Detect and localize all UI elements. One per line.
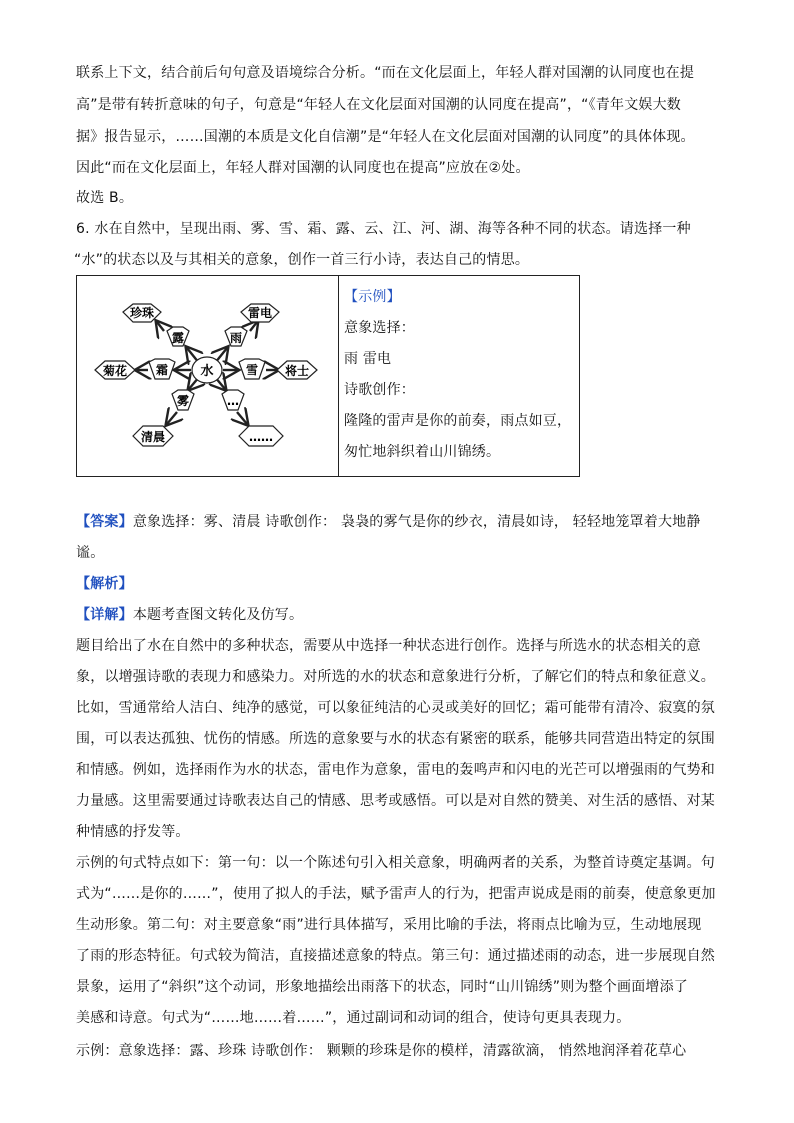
example-poem-line-1: 隆隆的雷声是你的前奏，雨点如豆， (344, 413, 572, 429)
detail-line: 围，可以表达孤独、忧伤的情感。所选的意象要与水的状态有紧密的联系，能够共同营造出特定的氛围 (76, 731, 715, 747)
answer-text: 意象选择：雾、清晨 诗歌创作： 袅袅的雾气是你的纱衣，清晨如诗， 轻轻地笼罩着大地静 (132, 514, 701, 530)
analysis-line-3: 据》报告显示，……国潮的本质是文化自信潮”是“年轻人在文化层面对国潮的认同度”的具体体现。 (76, 129, 695, 145)
example-header-text: 【示例】 (344, 289, 401, 305)
detail-line: 示例：意象选择：露、珍珠 诗歌创作： 颗颗的珍珠是你的模样，清露欲滴， 悄然地润泽着花草心 (76, 1043, 687, 1059)
detail-line: 象，以增强诗歌的表现力和感染力。对所选的水的状态和意象进行分析，了解它们的特点和象征意义。 (76, 669, 715, 685)
example-header (344, 287, 401, 307)
question-line-1: 6. 水在自然中，呈现出雨、雾、雪、霜、露、云、江、河、湖、海等各种不同的状态。请选择一种 (76, 221, 691, 237)
detail-line: 了雨的形态特征。句式较为简洁，直接描述意象的特点。第三句：通过描述雨的动态，进一步展现自然 (76, 948, 715, 964)
analysis-tag (76, 574, 133, 594)
detail-line: 生动形象。第二句：对主要意象“雨”进行具体描写，采用比喻的手法，将雨点比喻为豆，生动地展现 (76, 917, 702, 933)
image-label-pearl: 珍珠 (129, 306, 155, 320)
state-label-shuang: 霜 (155, 363, 169, 377)
detail-line: 种情感的抒发等。 (76, 824, 190, 840)
answer-line-2: 谧。 (76, 545, 105, 561)
image-label-morning: 清晨 (140, 430, 166, 444)
image-label-chrysanthemum: 菊花 (102, 364, 128, 378)
state-label-yu: 雨 (229, 331, 243, 345)
detail-intro: 本题考查图文转化及仿写。 (132, 607, 304, 623)
image-label-thunder: 雷电 (247, 306, 273, 320)
analysis-line-1: 联系上下文，结合前后句句意及语境综合分析。“而在文化层面上，年轻人群对国潮的认同度也在提 (76, 65, 695, 81)
detail-line: 景象，运用了“斜织”这个动词，形象地描绘出雨落下的状态，同时“山川锦绣”则为整个画面增添了 (76, 979, 689, 995)
example-imagery-value: 雨 雷电 (344, 351, 392, 367)
state-label-xue: 雪 (245, 363, 259, 377)
example-poem-line-2: 匆忙地斜织着山川锦绣。 (344, 444, 501, 460)
image-label-more: …… (249, 430, 273, 444)
example-imagery-label: 意象选择： (344, 320, 415, 336)
water-states-diagram (77, 276, 338, 472)
detail-line: 美感和诗意。句式为“……地……着……”，通过副词和动词的组合，使诗句更具表现力。 (76, 1010, 631, 1026)
image-label-soldier: 将士 (284, 364, 310, 378)
example-poem-label: 诗歌创作： (344, 382, 415, 398)
jiexi-tag: 【解析】 (76, 576, 133, 592)
detail-line: 比如，雪通常给人洁白、纯净的感觉，可以象征纯洁的心灵或美好的回忆；霜可能带有清冷、寂寞的氛 (76, 700, 715, 716)
question-line-2: “水”的状态以及与其相关的意象，创作一首三行小诗，表达自己的情思。 (74, 252, 530, 268)
center-water-label: 水 (200, 364, 214, 379)
detail-line: 式为“……是你的……”，使用了拟人的手法，赋予雷声人的行为，把雷声说成是雨的前奏，使意象更加 (76, 886, 716, 902)
state-label-ellipsis: … (227, 394, 239, 408)
example-table (76, 275, 580, 477)
answer-choice: 故选 B。 (76, 190, 134, 206)
answer-line-1 (76, 512, 701, 532)
detail-line: 和情感。例如，选择雨作为水的状态，雷电作为意象，雷电的轰鸣声和闪电的光芒可以增强雨的气势和 (76, 762, 715, 778)
detail-tag: 【详解】 (76, 607, 133, 623)
detail-line: 题目给出了水在自然中的多种状态，需要从中选择一种状态进行创作。选择与所选水的状态相关的意 (76, 638, 701, 654)
diagram-cell (77, 276, 339, 477)
analysis-line-2: 高”是带有转折意味的句子，句意是“年轻人在文化层面对国潮的认同度在提高”，“《青年文娱大数 (76, 97, 682, 113)
state-label-wu: 雾 (176, 394, 190, 408)
analysis-line-4: 因此“而在文化层面上，年轻人群对国潮的认同度也在提高”应放在②处。 (76, 160, 530, 176)
answer-tag: 【答案】 (76, 514, 133, 530)
state-label-lu: 露 (171, 331, 185, 345)
detail-line: 力量感。这里需要通过诗歌表达自己的情感、思考或感悟。可以是对自然的赞美、对生活的感悟、对某 (76, 793, 715, 809)
detail-line: 示例的句式特点如下：第一句：以一个陈述句引入相关意象，明确两者的关系，为整首诗奠定基调。句 (76, 855, 715, 871)
detail-intro-line (76, 605, 303, 625)
